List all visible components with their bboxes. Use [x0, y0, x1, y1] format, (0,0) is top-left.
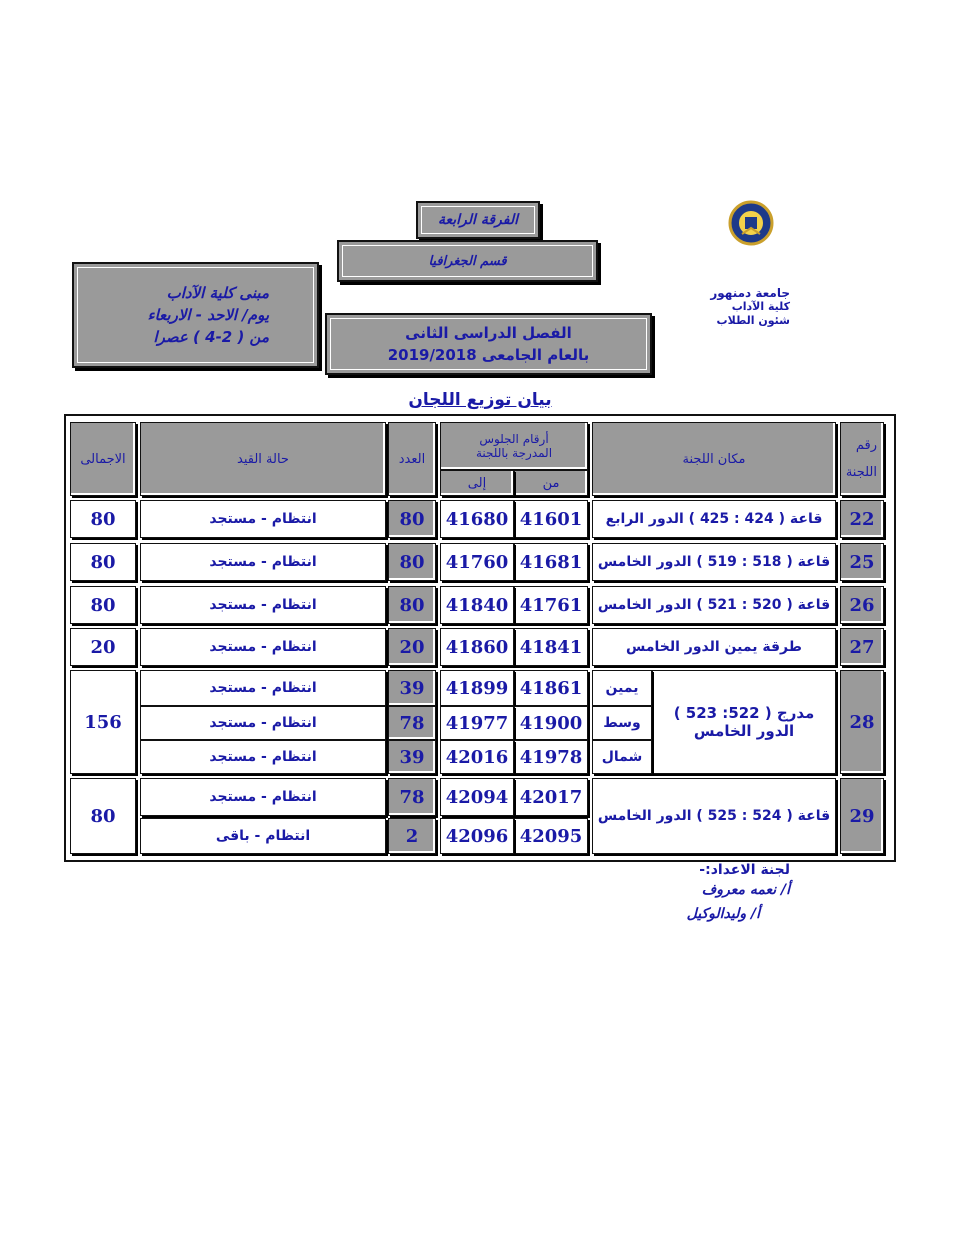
seat-from: 41841 — [514, 628, 588, 666]
col-committee-no — [840, 422, 884, 496]
col-total-label: الاجمالى — [80, 451, 126, 467]
university-seal-icon — [728, 200, 774, 246]
department-box — [337, 240, 598, 282]
seat-from: 41681 — [514, 543, 588, 581]
committee-location: قاعة ( 520 : 521 ) الدور الخامس — [592, 586, 836, 624]
seat-count: 80 — [388, 543, 436, 581]
seat-count: 78 — [388, 706, 436, 740]
committee-location: قاعة ( 424 : 425 ) الدور الرابع — [592, 500, 836, 538]
col-location-label: مكان اللجنة — [682, 451, 746, 467]
committee-location — [652, 670, 836, 774]
university-name: جامعة دمنهور — [710, 286, 790, 300]
seat-count: 20 — [388, 628, 436, 666]
seat-to: 41899 — [440, 670, 514, 706]
col-seat-line1: أرقام الجلوس — [479, 432, 549, 446]
seat-from: 42017 — [514, 778, 588, 816]
row-total: 80 — [70, 586, 136, 624]
department-label: قسم الجغرافيا — [428, 253, 507, 269]
row-total: 80 — [70, 778, 136, 854]
enrollment-status: انتظام - مستجد — [140, 706, 386, 740]
enrollment-status: انتظام - مستجد — [140, 543, 386, 581]
committee-location: طرقة يمين الدور الخامس — [592, 628, 836, 666]
col-location — [592, 422, 836, 496]
row-total: 80 — [70, 543, 136, 581]
seat-count: 39 — [388, 670, 436, 706]
committee-no: 28 — [840, 670, 884, 774]
enrollment-status: انتظام - مستجد — [140, 628, 386, 666]
building-box — [72, 262, 319, 368]
seat-from: 42095 — [514, 818, 588, 854]
building-line-1: مبنى كلية الآداب — [166, 284, 269, 302]
col-from-label: من — [542, 475, 560, 491]
seat-count: 2 — [388, 818, 436, 854]
seat-to: 41860 — [440, 628, 514, 666]
row-total: 80 — [70, 500, 136, 538]
seat-count: 78 — [388, 778, 436, 816]
col-to — [440, 470, 514, 496]
col-committee-no-line2: اللجنة — [845, 465, 877, 480]
semester-line-1: الفصل الدراسى الثانى — [405, 324, 572, 342]
semester-box — [325, 313, 652, 375]
building-line-3: من ( 2-4 ) عصرا — [153, 328, 269, 346]
seat-to: 41977 — [440, 706, 514, 740]
col-status-label: حالة القيد — [237, 451, 289, 467]
grade-label: الفرقة الرابعة — [438, 212, 518, 228]
side-label: شمال — [592, 740, 652, 774]
location-line2: الدور الخامس — [693, 722, 795, 740]
enrollment-status: انتظام - مستجد — [140, 500, 386, 538]
seat-to: 42016 — [440, 740, 514, 774]
enrollment-status: انتظام - مستجد — [140, 778, 386, 816]
seat-to: 41840 — [440, 586, 514, 624]
seat-from: 41978 — [514, 740, 588, 774]
faculty-name: كلية الآداب — [731, 300, 790, 313]
grade-box — [416, 201, 540, 239]
seat-from: 41601 — [514, 500, 588, 538]
committee-location: قاعة ( 518 : 519 ) الدور الخامس — [592, 543, 836, 581]
col-committee-no-line1: رقم — [855, 438, 877, 453]
enrollment-status: انتظام - مستجد — [140, 670, 386, 706]
row-total: 156 — [70, 670, 136, 774]
col-status — [140, 422, 386, 496]
side-label: وسط — [592, 706, 652, 740]
member-2: أ/ وليدالوكيل — [686, 906, 760, 922]
side-label: يمين — [592, 670, 652, 706]
page-title: بيان توزيع اللجان — [408, 390, 552, 410]
committee-no: 29 — [840, 778, 884, 854]
col-count-label: العدد — [398, 451, 426, 467]
seat-from: 41900 — [514, 706, 588, 740]
committee-no: 26 — [840, 586, 884, 624]
enrollment-status: انتظام - باقى — [140, 818, 386, 854]
seat-count: 80 — [388, 500, 436, 538]
seat-count: 80 — [388, 586, 436, 624]
seat-to: 41680 — [440, 500, 514, 538]
member-1: أ/ نعمه معروف — [701, 882, 790, 898]
building-line-2: يوم/ الاحد - الاربعاء — [147, 306, 269, 324]
committee-no: 22 — [840, 500, 884, 538]
seat-count: 39 — [388, 740, 436, 774]
seat-to: 42094 — [440, 778, 514, 816]
committee-table — [64, 414, 896, 862]
prepared-by-label: لجنة الاعداد:- — [699, 862, 790, 878]
university-block — [690, 286, 790, 328]
row-total: 20 — [70, 628, 136, 666]
affairs-name: شئون الطلاب — [716, 314, 790, 327]
seat-to: 41760 — [440, 543, 514, 581]
seat-to: 42096 — [440, 818, 514, 854]
col-from — [514, 470, 588, 496]
col-seat-line2: المدرجة باللجنة — [475, 446, 553, 460]
col-total — [70, 422, 136, 496]
semester-line-2: بالعام الجامعى 2019/2018 — [387, 346, 590, 364]
seat-from: 41861 — [514, 670, 588, 706]
location-line1: مدرج ( 522: 523 ) — [673, 704, 815, 722]
col-to-label: إلى — [467, 475, 487, 491]
col-count — [388, 422, 436, 496]
committee-location: قاعة ( 524 : 525 ) الدور الخامس — [592, 778, 836, 854]
seat-from: 41761 — [514, 586, 588, 624]
committee-no: 27 — [840, 628, 884, 666]
col-seat-numbers — [440, 422, 588, 470]
committee-no: 25 — [840, 543, 884, 581]
enrollment-status: انتظام - مستجد — [140, 586, 386, 624]
enrollment-status: انتظام - مستجد — [140, 740, 386, 774]
